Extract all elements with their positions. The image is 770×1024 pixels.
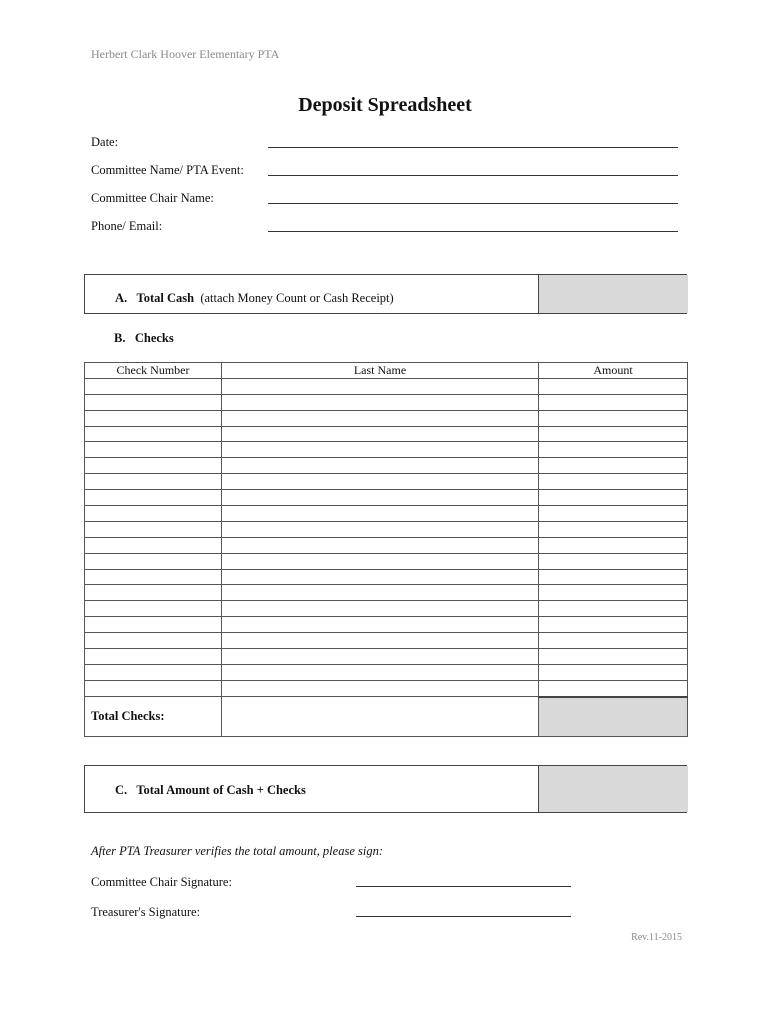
check-row xyxy=(85,617,688,633)
committee-chair-field[interactable] xyxy=(268,203,678,204)
checks-section-heading xyxy=(114,331,174,346)
column-header-last-name: Last Name xyxy=(222,363,539,379)
section-b-letter: B. xyxy=(114,331,126,345)
check-number-cell[interactable] xyxy=(85,378,222,394)
check-number-cell[interactable] xyxy=(85,410,222,426)
section-a-letter: A. xyxy=(115,291,128,305)
last-name-cell[interactable] xyxy=(222,569,539,585)
grand-total-label xyxy=(115,783,306,798)
signature-instruction: After PTA Treasurer verifies the total amount, please sign: xyxy=(91,844,383,858)
amount-cell[interactable] xyxy=(539,506,688,522)
check-number-cell[interactable] xyxy=(85,474,222,490)
last-name-cell[interactable] xyxy=(222,537,539,553)
committee-name-label: Committee Name/ PTA Event: xyxy=(91,163,244,177)
total-cash-label xyxy=(115,291,394,306)
last-name-cell[interactable] xyxy=(222,378,539,394)
check-row xyxy=(85,569,688,585)
check-number-cell[interactable] xyxy=(85,521,222,537)
amount-cell[interactable] xyxy=(539,537,688,553)
organization-header: Herbert Clark Hoover Elementary PTA xyxy=(91,47,280,61)
check-number-cell[interactable] xyxy=(85,537,222,553)
last-name-cell[interactable] xyxy=(222,410,539,426)
committee-name-field[interactable] xyxy=(268,175,678,176)
check-row xyxy=(85,490,688,506)
page-title: Deposit Spreadsheet xyxy=(298,94,472,116)
check-number-cell[interactable] xyxy=(85,394,222,410)
check-number-cell[interactable] xyxy=(85,649,222,665)
treasurer-signature-label: Treasurer's Signature: xyxy=(91,905,201,919)
amount-cell[interactable] xyxy=(539,601,688,617)
last-name-cell[interactable] xyxy=(222,617,539,633)
phone-email-label: Phone/ Email: xyxy=(91,219,163,233)
committee-chair-label: Committee Chair Name: xyxy=(91,191,214,205)
check-row xyxy=(85,378,688,394)
section-a-note: (attach Money Count or Cash Receipt) xyxy=(200,291,394,305)
total-cash-amount-field[interactable] xyxy=(538,275,688,313)
column-header-check-number: Check Number xyxy=(85,363,222,379)
amount-cell[interactable] xyxy=(539,394,688,410)
section-c-letter: C. xyxy=(115,783,128,797)
grand-total-box xyxy=(84,765,687,813)
check-row xyxy=(85,394,688,410)
total-checks-blank xyxy=(222,697,539,737)
total-checks-amount-field[interactable] xyxy=(539,697,688,737)
check-number-cell[interactable] xyxy=(85,442,222,458)
checks-table-header xyxy=(85,363,688,379)
section-b-title: Checks xyxy=(134,331,174,345)
amount-cell[interactable] xyxy=(539,649,688,665)
check-row xyxy=(85,426,688,442)
check-row xyxy=(85,664,688,680)
check-number-cell[interactable] xyxy=(85,458,222,474)
treasurer-signature-field[interactable] xyxy=(356,916,571,917)
amount-cell[interactable] xyxy=(539,617,688,633)
check-row xyxy=(85,553,688,569)
section-a-title: Total Cash xyxy=(136,291,195,305)
revision-note: Rev.11-2015 xyxy=(631,932,682,943)
check-number-cell[interactable] xyxy=(85,664,222,680)
check-row xyxy=(85,458,688,474)
last-name-cell[interactable] xyxy=(222,585,539,601)
check-row xyxy=(85,633,688,649)
last-name-cell[interactable] xyxy=(222,664,539,680)
amount-cell[interactable] xyxy=(539,458,688,474)
amount-cell[interactable] xyxy=(539,426,688,442)
amount-cell[interactable] xyxy=(539,633,688,649)
amount-cell[interactable] xyxy=(539,474,688,490)
check-number-cell[interactable] xyxy=(85,490,222,506)
checks-table xyxy=(84,362,688,737)
last-name-cell[interactable] xyxy=(222,458,539,474)
check-number-cell[interactable] xyxy=(85,569,222,585)
amount-cell[interactable] xyxy=(539,680,688,696)
check-row xyxy=(85,521,688,537)
grand-total-amount-field[interactable] xyxy=(538,766,688,812)
amount-cell[interactable] xyxy=(539,521,688,537)
amount-cell[interactable] xyxy=(539,585,688,601)
section-c-title: Total Amount of Cash + Checks xyxy=(136,783,306,797)
check-number-cell[interactable] xyxy=(85,601,222,617)
last-name-cell[interactable] xyxy=(222,521,539,537)
amount-cell[interactable] xyxy=(539,442,688,458)
check-number-cell[interactable] xyxy=(85,426,222,442)
check-row xyxy=(85,537,688,553)
phone-email-field[interactable] xyxy=(268,231,678,232)
date-label: Date: xyxy=(91,135,119,149)
last-name-cell[interactable] xyxy=(222,553,539,569)
amount-cell[interactable] xyxy=(539,569,688,585)
committee-chair-signature-field[interactable] xyxy=(356,886,571,887)
last-name-cell[interactable] xyxy=(222,490,539,506)
total-checks-label: Total Checks: xyxy=(85,697,222,737)
last-name-cell[interactable] xyxy=(222,633,539,649)
last-name-cell[interactable] xyxy=(222,680,539,696)
check-row xyxy=(85,649,688,665)
check-number-cell[interactable] xyxy=(85,633,222,649)
amount-cell[interactable] xyxy=(539,378,688,394)
check-number-cell[interactable] xyxy=(85,585,222,601)
check-row xyxy=(85,506,688,522)
total-cash-box xyxy=(84,274,687,314)
check-row xyxy=(85,442,688,458)
total-checks-row xyxy=(85,697,688,737)
amount-cell[interactable] xyxy=(539,410,688,426)
check-number-cell[interactable] xyxy=(85,617,222,633)
check-number-cell[interactable] xyxy=(85,506,222,522)
date-field[interactable] xyxy=(268,147,678,148)
last-name-cell[interactable] xyxy=(222,394,539,410)
last-name-cell[interactable] xyxy=(222,601,539,617)
last-name-cell[interactable] xyxy=(222,649,539,665)
check-number-cell[interactable] xyxy=(85,680,222,696)
last-name-cell[interactable] xyxy=(222,474,539,490)
check-row xyxy=(85,474,688,490)
check-row xyxy=(85,410,688,426)
check-row xyxy=(85,585,688,601)
check-number-cell[interactable] xyxy=(85,553,222,569)
check-row xyxy=(85,680,688,696)
column-header-amount: Amount xyxy=(539,363,688,379)
last-name-cell[interactable] xyxy=(222,442,539,458)
committee-chair-signature-label: Committee Chair Signature: xyxy=(91,875,232,889)
amount-cell[interactable] xyxy=(539,553,688,569)
amount-cell[interactable] xyxy=(539,490,688,506)
last-name-cell[interactable] xyxy=(222,506,539,522)
check-row xyxy=(85,601,688,617)
amount-cell[interactable] xyxy=(539,664,688,680)
last-name-cell[interactable] xyxy=(222,426,539,442)
